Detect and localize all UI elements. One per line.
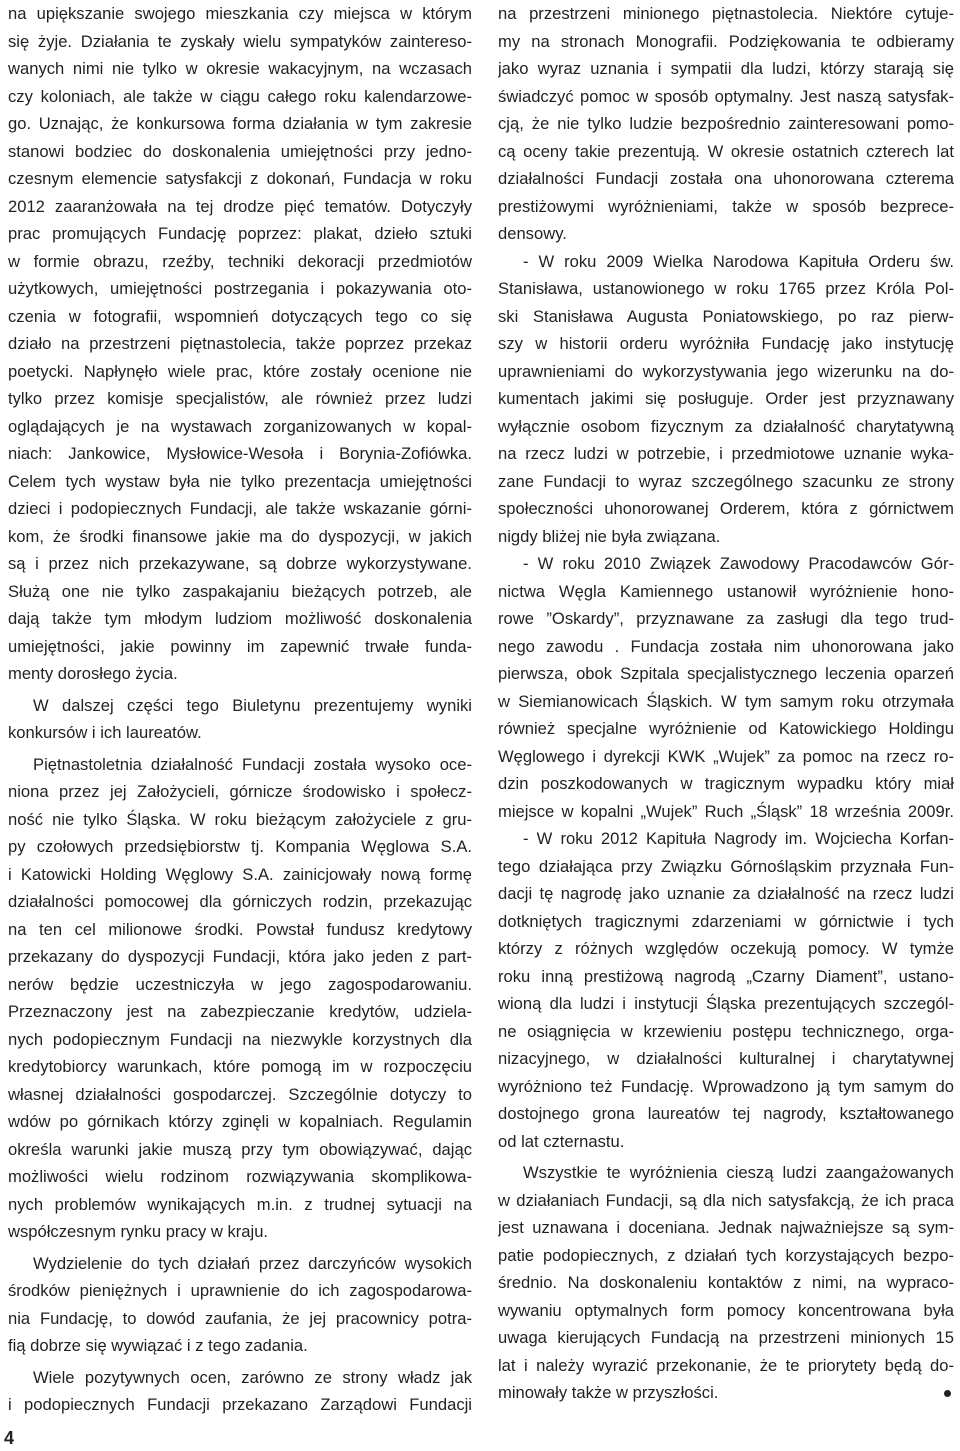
text-line: Przeznaczony jest na zabezpieczanie kredytów, udziela-	[8, 1002, 472, 1021]
text-line: patie podopiecznych, z działań tych korzystających bezpo-	[498, 1245, 954, 1265]
text-line: i Katowicki Holding Węglowy S.A. zainicjowały nową formę	[8, 864, 472, 884]
text-line: i podopiecznych Fundacji przekazano Zarządowi Fundacji	[8, 1395, 472, 1414]
text-line: kredytobiorcy warunkach, które pomogą im w rozpoczęciu	[8, 1057, 472, 1076]
text-line: własnej działalności gospodarczej. Szczególnie dotyczy to	[8, 1084, 472, 1104]
text-line: którzy z różnych względów oczekują pomocy. W tymże	[498, 939, 954, 958]
text-line: zane Fundacji to wyraz szczególnego szacunku ze strony	[498, 471, 954, 491]
text-line: wyłącznie osobom fizycznym za działalność charytatywną	[498, 416, 954, 436]
text-line: - W roku 2010 Związek Zawodowy Pracodawców Gór-	[523, 554, 954, 573]
text-line: czenia w fotografii, wspomnień dotyczących tego co się	[8, 306, 472, 326]
text-line: nego zawodu . Fundacja została nim uhonorowana jako	[498, 636, 954, 656]
text-line: Służą one nie tylko zaspakajaniu bieżących potrzeb, ale	[8, 581, 472, 601]
text-line: możliwości wielu rodzinom rozwiązywania skomplikowa-	[8, 1167, 472, 1186]
text-line: stanowi bodziec do doskonalenia umiejętności przy jedno-	[8, 141, 472, 161]
text-line: wyróżniono też Fundację. Wprowadzono ją tym samym do	[498, 1076, 954, 1096]
text-line: Stanisława, ustanowionego w roku 1765 przez Króla Pol-	[498, 279, 954, 298]
text-line: na przestrzeni minionego piętnastolecia. Niektóre cytuje-	[498, 4, 954, 23]
right-column	[498, 0, 954, 1407]
text-line: dzin poszkodowanych w tragicznym wypadku który miał	[498, 774, 954, 793]
text-line: prac promujących Fundację poprzez: plakat, dzieło sztuki	[8, 224, 472, 243]
text-line: wanych nimi nie tylko w okresie wakacyjnym, na wczasach	[8, 59, 472, 78]
text-line: nigdy bliżej nie była związana.	[498, 526, 721, 546]
text-line: wioną dla ludzi i instytucji Śląska prezentujących szczegól-	[498, 994, 954, 1013]
text-line: menty dorosłego życia.	[8, 664, 178, 683]
text-line: na ten cel milionowe środki. Powstał fundusz kredytowy	[8, 919, 472, 939]
text-line: my na stronach Monografii. Podziękowania te odbieramy	[498, 31, 954, 51]
text-line: użytkowych, umiejętności postrzegania i pokazywania oto-	[8, 279, 472, 298]
text-line: cą oceny takie prezentują. W okresie ostatnich czterech lat	[498, 141, 954, 161]
text-line: rowe ”Oskardy”, przyznawane za zasługi dla tego trud-	[498, 609, 954, 628]
text-line: na rzecz ludzi w potrzebie, i przedmiotowe uznanie wyka-	[498, 444, 954, 463]
text-line: środków pieniężnych i uprawnienie do ich zagospodarowa-	[8, 1281, 472, 1300]
text-line: dzieci i podopiecznych Fundacji, ale także wskazanie górni-	[8, 499, 472, 518]
text-line: tego działająca przy Związku Górnośląskim przyznała Fun-	[498, 856, 954, 876]
text-line: nerów będzie uczestniczyła w jego zagospodarowaniu.	[8, 974, 472, 994]
text-line: cją, że nie tylko ludzie bezpośrednio zainteresowani pomo-	[498, 114, 954, 133]
text-line: nia Fundację, to dowód zaufania, że jej pracownicy potra-	[8, 1308, 472, 1328]
text-line: czesnym elemencie satysfakcji z dokonań, Fundacja w roku	[8, 169, 472, 188]
text-line: są i przez nich przekazywane, są dobrze wykorzystywane.	[8, 554, 472, 573]
text-line: umiejętności, jakie powinny im zapewnić trwałe funda-	[8, 636, 472, 656]
text-line: czy koloniach, ale także w ciągu całego roku kalendarzowe-	[8, 86, 472, 106]
text-line: świadczyć pomoc w sposób optymalny. Jest naszą satysfak-	[498, 86, 954, 106]
end-of-article-bullet	[944, 1385, 951, 1403]
text-line: - W roku 2012 Kapituła Nagrody im. Wojciecha Korfan-	[523, 829, 954, 848]
text-line: niach: Jankowice, Mysłowice-Wesoła i Borynia-Zofiówka.	[8, 444, 472, 463]
text-line: uprawnieniami do wykorzystywania jego wizerunku na do-	[498, 361, 954, 381]
text-line: minowały także w przyszłości.	[498, 1383, 719, 1402]
text-line: w formie obrazu, rzeźby, techniki dekoracji przedmiotów	[8, 251, 472, 271]
text-line: w działaniach Fundacji, są dla nich satysfakcją, że ich praca	[498, 1190, 954, 1210]
left-column	[8, 0, 472, 1419]
text-line: roku inną prestiżową nagrodą „Czarny Diament”, ustano-	[498, 966, 954, 986]
text-line: py czołowych przedsiębiorstw tj. Kompania Węglowa S.A.	[8, 837, 472, 856]
text-line: nych podopiecznym Fundacji na niezwykle korzystnych dla	[8, 1029, 472, 1049]
text-line: nych problemów wynikających m.in. z trudnej sytuacji na	[8, 1194, 472, 1214]
text-line: uwaga kierujących Fundacją na przestrzeni minionych 15	[498, 1328, 954, 1347]
text-line: się żyje. Działania te zyskały wielu sympatyków zaintereso-	[8, 31, 472, 51]
text-line: działalności Fundacji została ona uhonorowana czterema	[498, 169, 954, 188]
text-line: pierwsza, obok Szpitala specjalistycznego leczenia oparzeń	[498, 664, 954, 683]
text-line: społeczności uhonorowanej Orderem, która z górnictwem	[498, 499, 954, 518]
text-line: od lat czternastu.	[498, 1131, 625, 1151]
page-number: 4	[4, 1428, 15, 1448]
text-line: - W roku 2009 Wielka Narodowa Kapituła Orderu św.	[523, 251, 954, 271]
text-line: nizacyjnego, w działalności kulturalnej i charytatywnej	[498, 1049, 954, 1068]
text-line: jest uznawana i doceniana. Jednak najważniejsze są sym-	[498, 1218, 954, 1237]
text-line: niona przez jej Założycieli, górnicze środowisko i społecz-	[8, 782, 472, 801]
text-line: wdów po górnikach którzy zginęli w kopalniach. Regulamin	[8, 1112, 472, 1131]
text-line: na upiększanie swojego mieszkania czy miejsca w którym	[8, 4, 472, 23]
text-line: miejsce w kopalni „Wujek” Ruch „Śląsk” 18 września 2009r.	[498, 801, 954, 821]
text-line: go. Uznając, że konkursowa forma działania w tym zakresie	[8, 114, 472, 133]
text-line: konkursów i ich laureatów.	[8, 723, 202, 742]
text-line: przekazany do dyspozycji Fundacji, która jako jeden z part-	[8, 947, 472, 966]
text-line: ne osiągnięcia w krzewieniu postępu technicznego, orga-	[498, 1021, 954, 1041]
text-line: wywaniu optymalnych form pomocy koncentrowana była	[498, 1300, 954, 1320]
text-line: kom, że środki finansowe jakie ma do dyspozycji, w jakich	[8, 526, 472, 546]
text-line: ność nie tylko Śląska. W roku bieżącym założyciele z gru-	[8, 809, 472, 829]
text-line: dają także tym młodym ludziom możliwość doskonalenia	[8, 609, 472, 628]
text-line: Węglowego i dyrekcji KWK „Wujek” za pomoc na rzecz ro-	[498, 746, 954, 766]
text-line: w Siemianowicach Śląskich. W tym samym roku otrzymała	[498, 691, 954, 711]
text-line: dotkniętych tragicznymi zdarzeniami w górnictwie i tych	[498, 911, 954, 931]
text-line: Wydzielenie do tych działań przez darczyńców wysokich	[33, 1253, 472, 1273]
text-line: działalności pomocowej dla górniczych rodzin, przekazując	[8, 892, 472, 911]
text-line: nictwa Węgla Kamiennego ustanowił wyróżnienie hono-	[498, 581, 954, 601]
text-line: Celem tych wystaw była nie tylko prezentacja umiejętności	[8, 471, 472, 491]
text-line: poetycki. Napłynęło wiele prac, które zostały ocenione nie	[8, 361, 472, 381]
text-line: dostojnego grona laureatów tej nagrody, kształtowanego	[498, 1104, 954, 1123]
text-line: oglądających je na wystawach zorganizowanych w kopal-	[8, 416, 472, 436]
text-line: średnio. Na doskonaleniu kontaktów z nimi, na wypraco-	[498, 1273, 954, 1292]
text-line: kumentach jakimi się posługuje. Order jest przyznawany	[498, 389, 954, 408]
text-line: lat i należy wyrazić przekonanie, że te priorytety będą do-	[498, 1355, 954, 1375]
text-line: fią dobrze się wywiązać i z tego zadania.	[8, 1336, 308, 1355]
text-line: Piętnastoletnia działalność Fundacji została wysoko oce-	[33, 754, 472, 774]
text-line: tylko przez komisje specjalistów, ale również przez ludzi	[8, 389, 472, 408]
text-line: współczesnym rynku pracy w kraju.	[8, 1222, 269, 1241]
text-line: prestiżowymi wyróżnieniami, także w sposób bezprece-	[498, 196, 954, 216]
text-line: ski Stanisława Augusta Poniatowskiego, po raz pierw-	[498, 306, 954, 326]
text-line: dacji tę nagrodę jako uznanie za działalność na rzecz ludzi	[498, 884, 954, 903]
text-line: 2012 zaaranżowała na tej drodze pięć tematów. Dotyczyły	[8, 196, 472, 216]
text-line: jako wyraz uznania i sympatii dla ludzi, którzy starają się	[498, 59, 954, 78]
text-line: densowy.	[498, 224, 567, 243]
text-line: Wszystkie te wyróżnienia cieszą ludzi zaangażowanych	[523, 1163, 954, 1182]
text-line: W dalszej części tego Biuletynu prezentujemy wyniki	[33, 695, 472, 715]
text-line: określa warunki jakie muszą przy tym obowiązywać, dając	[8, 1139, 472, 1159]
text-line: szy w historii orderu wyróżniła Fundację jako instytucję	[498, 334, 954, 353]
text-line: Wiele pozytywnych ocen, zarówno ze strony władz jak	[33, 1367, 472, 1387]
text-line: również specjalne wyróżnienie od Katowickiego Holdingu	[498, 719, 954, 738]
text-line: działo na przestrzeni piętnastolecia, także poprzez przekaz	[8, 334, 472, 353]
